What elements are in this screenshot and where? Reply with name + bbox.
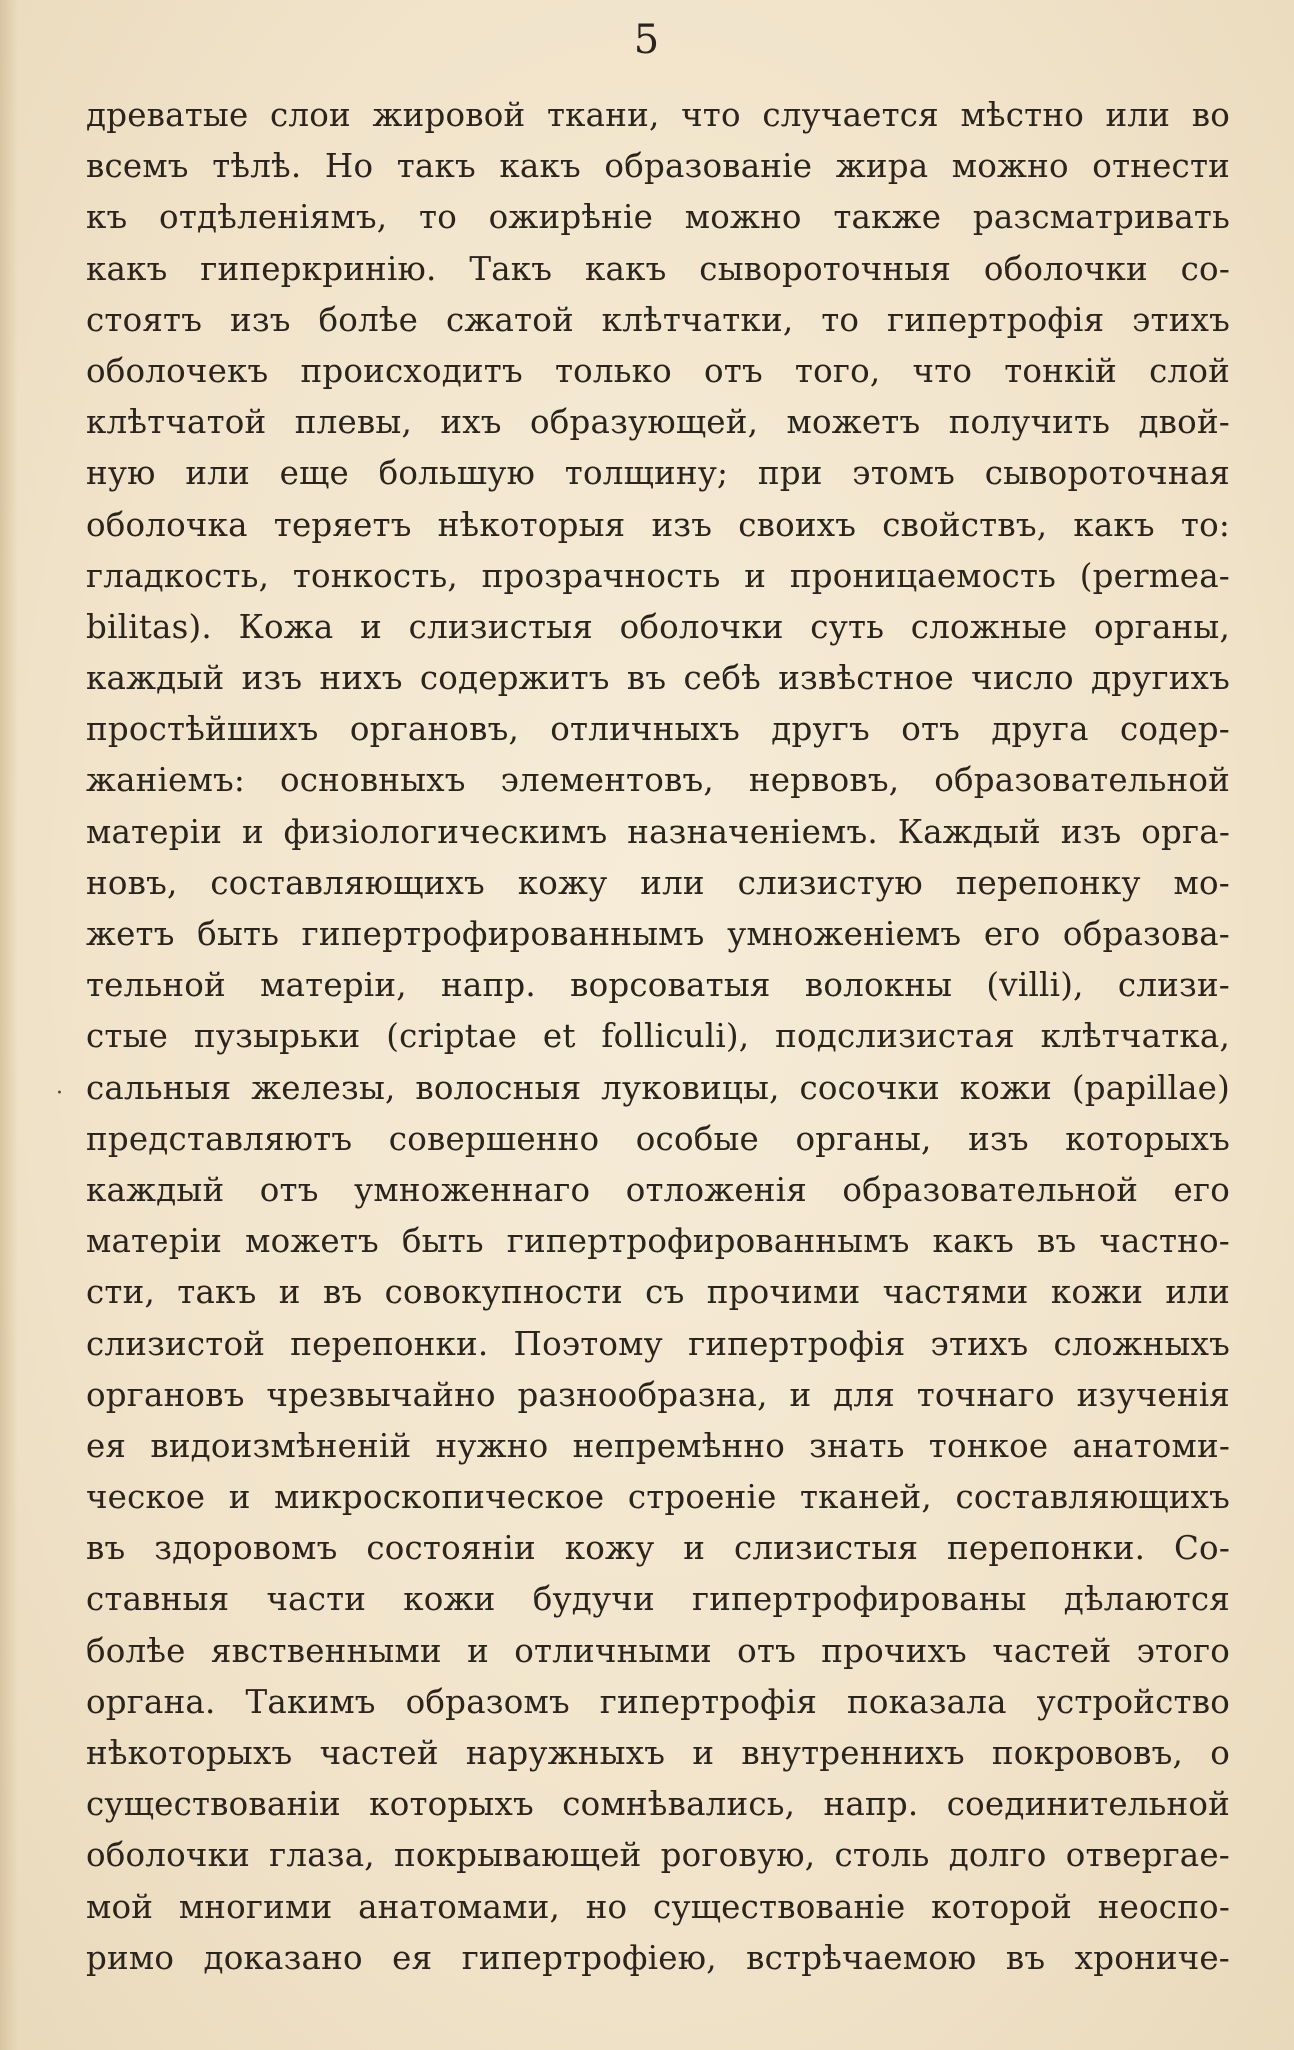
text-line: жаніемъ: основныхъ элементовъ, нервовъ, образовательной	[86, 761, 1230, 800]
text-line: bilitas). Кожа и слизистыя оболочки суть сложные органы,	[86, 607, 1230, 646]
page-number: 5	[633, 17, 661, 63]
text-line: оболочки глаза, покрывающей роговую, столь долго отвергае-	[86, 1836, 1230, 1875]
text-line: матеріи можетъ быть гипертрофированнымъ какъ въ частно-	[86, 1222, 1230, 1261]
text-line: сальныя железы, волосныя луковицы, сосочки кожи (papillae)	[86, 1068, 1230, 1107]
text-line: органа. Такимъ образомъ гипертрофія показала устройство	[86, 1682, 1230, 1721]
text-line: гладкость, тонкость, прозрачность и проницаемость (permea-	[86, 556, 1230, 595]
page-edge-shadow	[0, 0, 18, 2050]
text-line: какъ гиперкринію. Такъ какъ сывороточныя оболочки со-	[86, 249, 1230, 288]
text-line: каждый отъ умноженнаго отложенія образовательной его	[86, 1170, 1230, 1209]
text-line: представляютъ совершенно особые органы, изъ которыхъ	[86, 1119, 1230, 1158]
text-line: сти, такъ и въ совокупности съ прочими частями кожи или	[86, 1273, 1230, 1312]
text-line: органовъ чрезвычайно разнообразна, и для точнаго изученія	[86, 1375, 1230, 1414]
body-text	[86, 90, 1230, 1984]
text-line: каждый изъ нихъ содержитъ въ себѣ извѣстное число другихъ	[86, 659, 1230, 698]
margin-mark: ·	[56, 1081, 63, 1106]
text-line: клѣтчатой плевы, ихъ образующей, можетъ получить двой-	[86, 403, 1230, 442]
text-line: ную или еще большую толщину; при этомъ сывороточная	[86, 454, 1230, 493]
text-line: существованіи которыхъ сомнѣвались, напр. соединительной	[86, 1785, 1230, 1824]
text-line: нѣкоторыхъ частей наружныхъ и внутреннихъ покрововъ, о	[86, 1734, 1230, 1772]
text-line: мой многими анатомами, но существованіе которой неоспо-	[86, 1887, 1230, 1926]
text-line: жетъ быть гипертрофированнымъ умноженіемъ его образова-	[86, 915, 1230, 953]
text-line: древатые слои жировой ткани, что случается мѣстно или во	[86, 96, 1230, 134]
text-line: всемъ тѣлѣ. Но такъ какъ образованіе жира можно отнести	[86, 147, 1230, 186]
text-line: тельной матеріи, напр. ворсоватыя волокны (villi), слизи-	[86, 966, 1230, 1005]
text-line: ческое и микроскопическое строеніе тканей, составляющихъ	[86, 1478, 1230, 1517]
text-line: новъ, составляющихъ кожу или слизистую перепонку мо-	[86, 863, 1230, 902]
text-line: въ здоровомъ состояніи кожу и слизистыя перепонки. Со-	[86, 1529, 1230, 1568]
text-line: оболочка теряетъ нѣкоторыя изъ своихъ свойствъ, какъ то:	[86, 505, 1230, 544]
text-line: римо доказано ея гипертрофіею, встрѣчаемою въ хрониче-	[86, 1938, 1230, 1977]
text-line: матеріи и физіологическимъ назначеніемъ. Каждый изъ орга-	[86, 812, 1230, 851]
text-line: простѣйшихъ органовъ, отличныхъ другъ отъ друга содер-	[86, 710, 1230, 749]
text-line: къ отдѣленіямъ, то ожирѣніе можно также разсматривать	[86, 198, 1230, 237]
text-line: стоятъ изъ болѣе сжатой клѣтчатки, то гипертрофія этихъ	[86, 300, 1230, 339]
text-line: ея видоизмѣненій нужно непремѣнно знать тонкое анатоми-	[86, 1426, 1230, 1465]
text-line: болѣе явственными и отличными отъ прочихъ частей этого	[86, 1631, 1230, 1670]
text-line: стые пузырьки (criptae et folliculi), подслизистая клѣтчатка,	[86, 1017, 1230, 1056]
text-line: ставныя части кожи будучи гипертрофированы дѣлаются	[86, 1580, 1230, 1619]
text-line: слизистой перепонки. Поэтому гипертрофія этихъ сложныхъ	[86, 1324, 1230, 1363]
text-line: оболочекъ происходитъ только отъ того, что тонкій слой	[86, 351, 1230, 390]
